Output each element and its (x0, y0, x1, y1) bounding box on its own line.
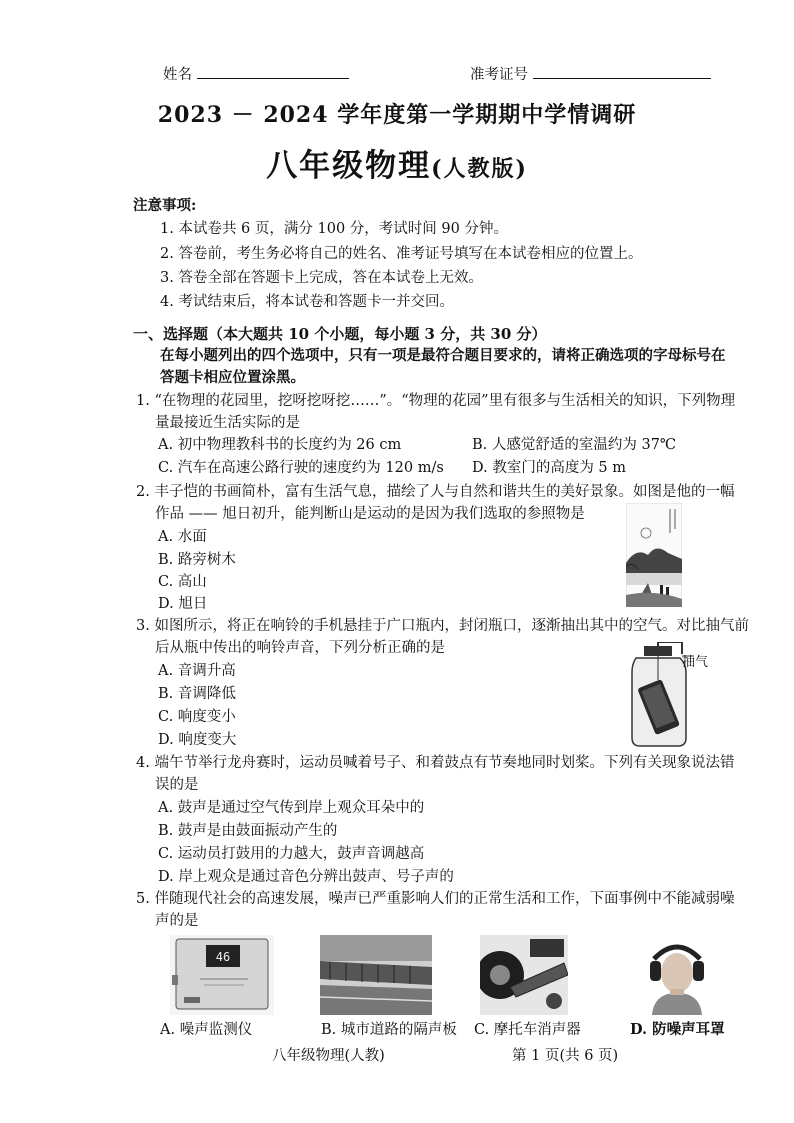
question-text: 4. 端午节举行龙舟赛时，运动员喊着号子、和着鼓点有节奏地同时划桨。下列有关现象说法错 (136, 755, 735, 771)
option: D. 响度变大 (158, 732, 237, 748)
option: C. 运动员打鼓用的力越大，鼓声音调越高 (158, 846, 425, 862)
image-caption: D. 防噪声耳罩 (630, 1021, 725, 1038)
question-text: 误的是 (155, 777, 199, 793)
note-item: 2. 答卷前，考生务必将自己的姓名、准考证号填写在本试卷相应的位置上。 (160, 246, 643, 262)
question-text: 作品 —— 旭日初升，能判断山是运动的是因为我们选取的参照物是 (155, 506, 585, 522)
option: A. 初中物理教科书的长度约为 26 cm (158, 437, 402, 453)
subject-title (0, 140, 794, 185)
notes-heading: 注意事项: (133, 197, 197, 214)
image-caption: B. 城市道路的隔声板 (321, 1022, 457, 1038)
question-text: 量最接近生活实际的是 (155, 415, 300, 431)
section-instruction: 在每小题列出的四个选项中，只有一项是最符合题目要求的，请将正确选项的字母标号在 (160, 347, 726, 364)
option: A. 音调升高 (158, 663, 236, 679)
question-text: 1. “在物理的花园里，挖呀挖呀挖……”。“物理的花园”里有很多与生活相关的知识，下列物理 (136, 393, 736, 409)
note-item: 1. 本试卷共 6 页，满分 100 分，考试时间 90 分钟。 (160, 221, 508, 237)
option: C. 汽车在高速公路行驶的速度约为 120 m/s (158, 460, 444, 476)
exam-number-label: 准考证号 (470, 67, 528, 83)
option: A. 鼓声是通过空气传到岸上观众耳朵中的 (158, 800, 425, 816)
noise-monitor-image (170, 935, 274, 1015)
question-text: 2. 丰子恺的书画简朴，富有生活气息，描绘了人与自然和谐共生的美好景象。如图是他的一幅 (136, 484, 735, 500)
monitor-reading: 46 (215, 950, 231, 964)
subject-name: 八年级物理 (266, 148, 432, 184)
question-text: 后从瓶中传出的响铃声音，下列分析正确的是 (155, 640, 445, 656)
option: C. 响度变小 (158, 709, 236, 725)
option: D. 教室门的高度为 5 m (472, 460, 627, 476)
question-text: 声的是 (155, 913, 199, 929)
section-heading: 一、选择题（本大题共 10 个小题，每小题 3 分，共 30 分） (133, 325, 547, 343)
note-item: 3. 答卷全部在答题卡上完成，答在本试卷上无效。 (160, 270, 483, 286)
note-item: 4. 考试结束后，将本试卷和答题卡一并交回。 (160, 294, 454, 310)
footer-subject: 八年级物理(人教) (272, 1048, 385, 1064)
question-text: 3. 如图所示，将正在响铃的手机悬挂于广口瓶内，封闭瓶口，逐渐抽出其中的空气。对比抽气前 (136, 618, 749, 634)
option: B. 鼓声是由鼓面振动产生的 (158, 823, 338, 839)
option: B. 音调降低 (158, 686, 236, 702)
question-text: 5. 伴随现代社会的高速发展，噪声已严重影响人们的正常生活和工作，下面事例中不能减弱噪 (136, 891, 735, 907)
option: D. 岸上观众是通过音色分辨出鼓声、号子声的 (158, 869, 454, 885)
section-instruction: 答题卡相应位置涂黑。 (160, 369, 305, 386)
figure-label: 抽气 (682, 655, 709, 670)
image-caption: A. 噪声监测仪 (160, 1022, 253, 1038)
exam-title: 2023 － 2024 学年度第一学期期中学情调研 (157, 102, 637, 128)
option: B. 人感觉舒适的室温约为 37℃ (472, 437, 677, 453)
name-label: 姓名 (163, 67, 192, 83)
motorcycle-muffler-image (480, 935, 568, 1015)
name-field[interactable] (163, 64, 349, 86)
option: D. 旭日 (158, 596, 208, 612)
edition: (人教版) (431, 156, 528, 182)
painting-figure (626, 503, 682, 607)
footer-page: 第 1 页(共 6 页) (512, 1048, 619, 1064)
exam-number-field[interactable] (470, 64, 711, 86)
option: A. 水面 (158, 529, 207, 545)
sound-barrier-image (320, 935, 432, 1015)
ear-muffs-image (640, 935, 714, 1015)
option: C. 高山 (158, 574, 207, 590)
option: B. 路旁树木 (158, 552, 236, 568)
image-caption: C. 摩托车消声器 (474, 1022, 581, 1038)
